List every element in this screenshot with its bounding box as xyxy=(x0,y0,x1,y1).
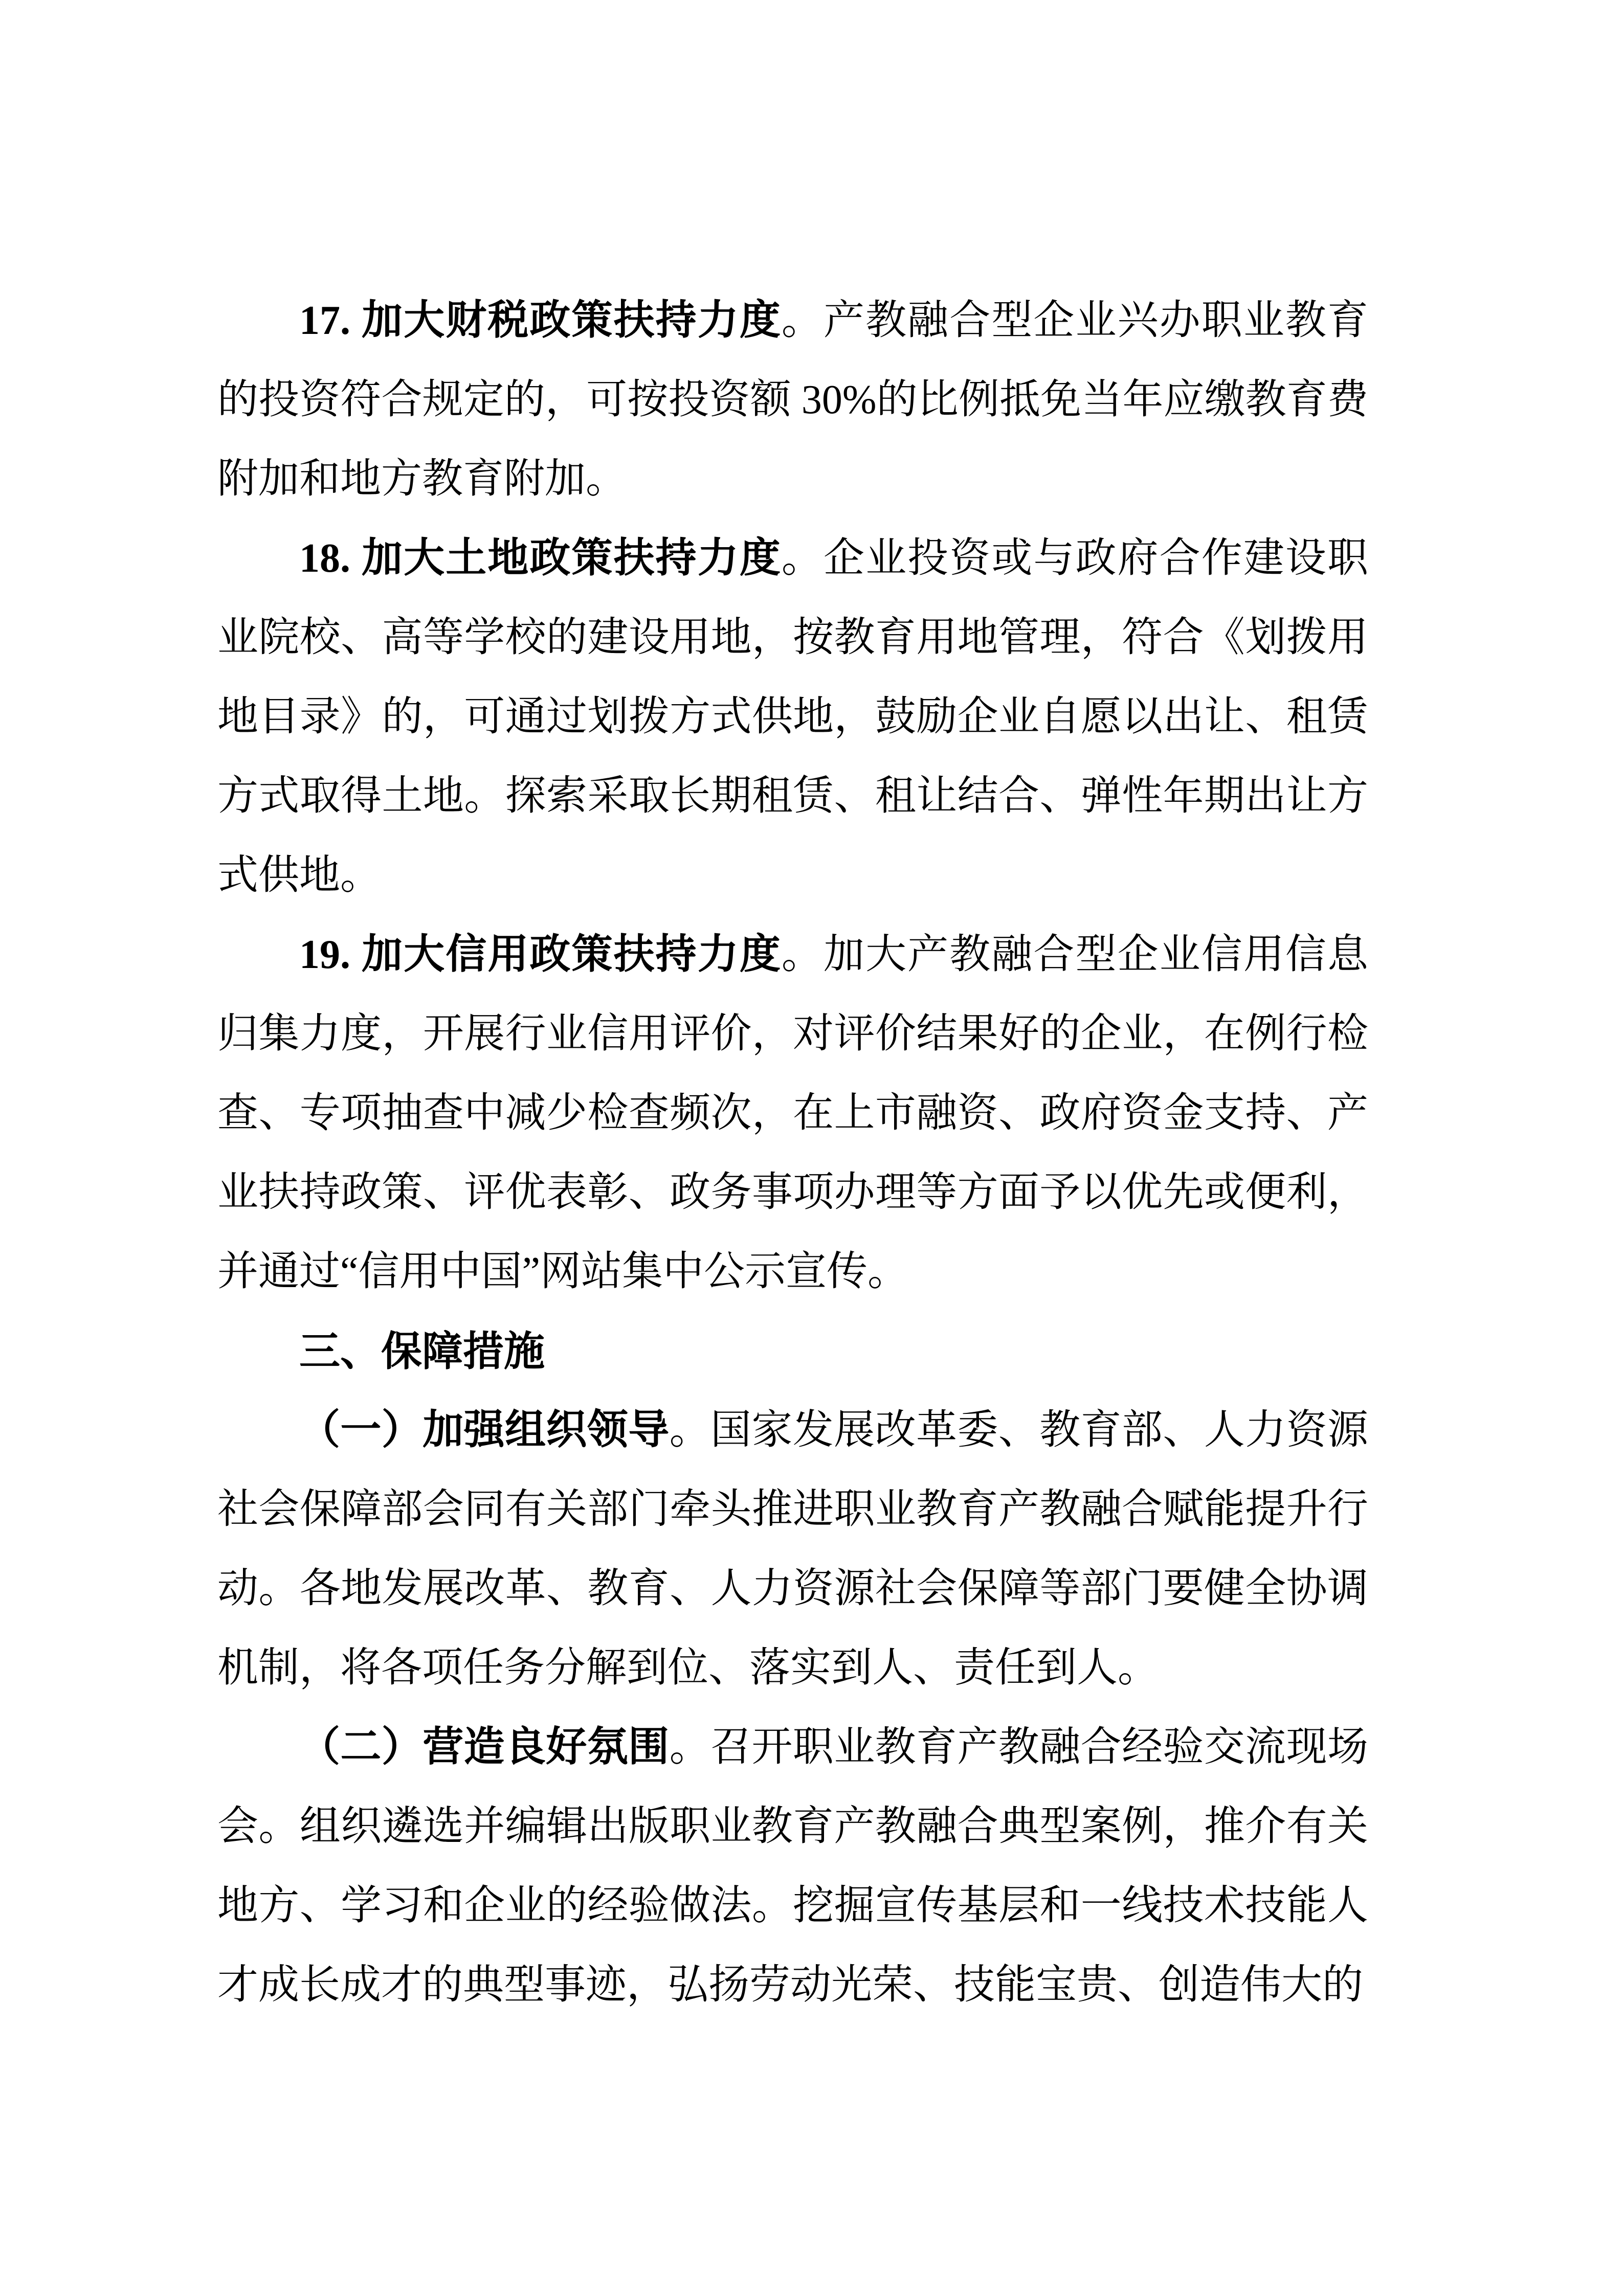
paragraph-18-lead: 18. 加大土地政策扶持力度 xyxy=(299,536,782,581)
paragraph-19-text: 。加大产教融合型企业信用信息归集力度，开展行业信用评价，对评价结果好的企业，在例行检查、专项抽查中减少检查频次，在上市融资、政府资金支持、产业扶持政策、评优表彰、政务事项办理等方面予以优先或便利，并通过“信用中国”网站集中公示宣传。 xyxy=(217,932,1369,1294)
paragraph-17-text: 。产教融合型企业兴办职业教育的投资符合规定的，可按投资额 30%的比例抵免当年应缴教育费附加和地方教育附加。 xyxy=(217,298,1369,502)
paragraph-er-lead: （二）营造良好氛围 xyxy=(299,1725,670,1770)
paragraph-18 xyxy=(217,519,1368,915)
section-heading-text: 三、保障措施 xyxy=(299,1329,545,1374)
paragraph-19-lead: 19. 加大信用政策扶持力度 xyxy=(299,932,782,977)
paragraph-yi xyxy=(217,1391,1368,1708)
paragraph-er xyxy=(217,1708,1368,2025)
paragraph-19 xyxy=(217,915,1368,1312)
paragraph-18-text: 。企业投资或与政府合作建设职业院校、高等学校的建设用地，按教育用地管理，符合《划拨用地目录》的，可通过划拨方式供地，鼓励企业自愿以出让、租赁方式取得土地。探索采取长期租赁、租让结合、弹性年期出让方式供地。 xyxy=(217,536,1369,898)
section-heading xyxy=(217,1312,1368,1391)
document-body xyxy=(217,281,1368,2025)
paragraph-17-lead: 17. 加大财税政策扶持力度 xyxy=(299,298,782,343)
paragraph-yi-lead: （一）加强组织领导 xyxy=(299,1408,670,1453)
paragraph-er-text: 。召开职业教育产教融合经验交流现场会。组织遴选并编辑出版职业教育产教融合典型案例，推介有关地方、学习和企业的经验做法。挖掘宣传基层和一线技术技能人才成长成才的典型事迹，弘扬劳动光荣、技能宝贵、创造伟大的 xyxy=(217,1725,1369,2008)
paragraph-yi-text: 。国家发展改革委、教育部、人力资源社会保障部会同有关部门牵头推进职业教育产教融合赋能提升行动。各地发展改革、教育、人力资源社会保障等部门要健全协调机制，将各项任务分解到位、落实到人、责任到人。 xyxy=(217,1408,1369,1691)
paragraph-17 xyxy=(217,281,1368,519)
